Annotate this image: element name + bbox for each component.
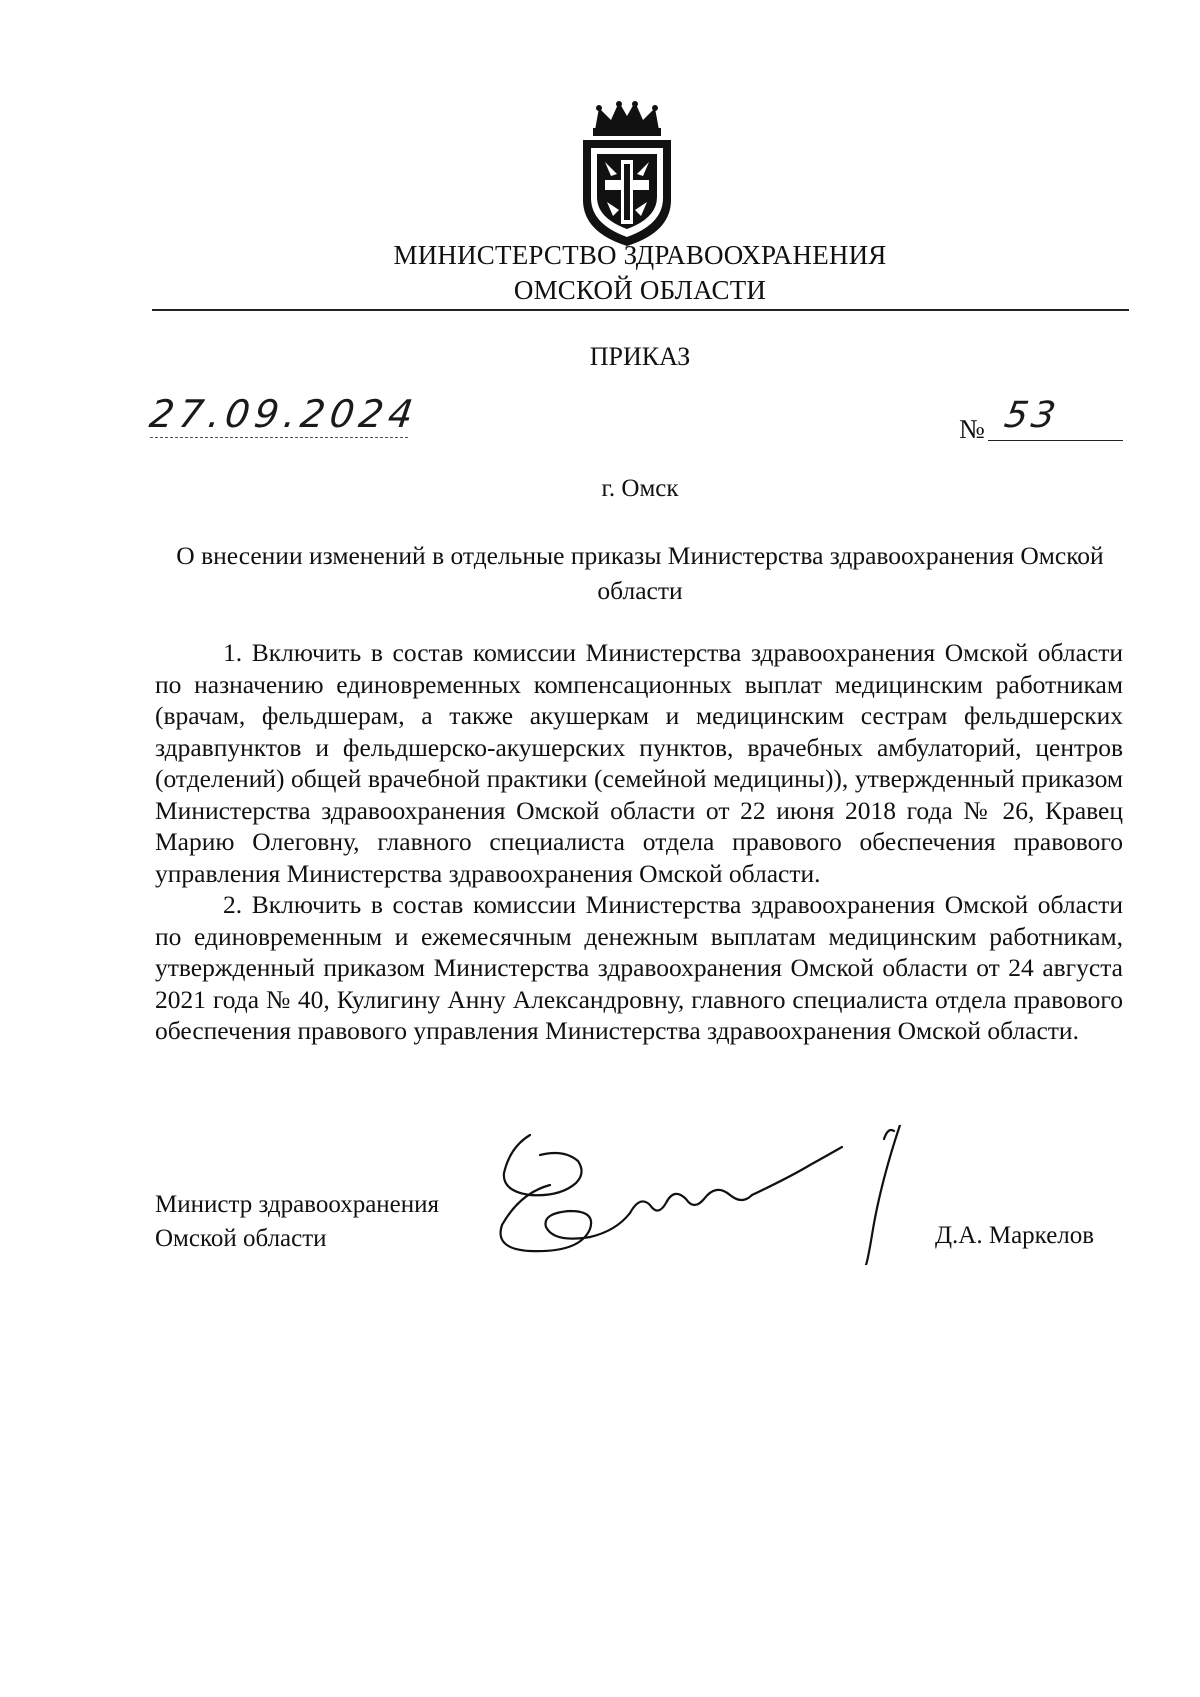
header-divider [152,309,1129,311]
paragraph-1: 1. Включить в состав комиссии Министерства здравоохранения Омской области по назначению единовременных компенсационных выплат медицинским работникам (врачам, фельдшерам, а также акушеркам и медицинским сестрам фельдшерских здравпунктов и фельдшерско-акушерских пунктов, врачебных амбулаторий, центров (отделений) общей врачебной практики (семейной медицины)), утвержденный приказом Министерства здравоохранения Омской области от 22 июня 2018 года № 26, Кравец Марию Олеговну, главного специалиста отдела правового обеспечения правового управления Министерства здравоохранения Омской области. [155,638,1123,888]
document-number-label: № [959,414,985,444]
signatory-name: Д.А. Маркелов [935,1222,1095,1249]
ministry-name-line2: ОМСКОЙ ОБЛАСТИ [513,275,767,305]
signatory-title-line2: Омской области [155,1225,327,1252]
signatory-title-line1: Министр здравоохранения [155,1191,440,1218]
number-underline [988,440,1123,441]
ministry-name-line1: МИНИСТЕРСТВО ЗДРАВООХРАНЕНИЯ [393,240,887,270]
document-subject: О внесении изменений в отдельные приказы Министерства здравоохранения Омской области [176,541,1104,605]
document-number: 53 [1001,395,1063,436]
omsk-coat-of-arms-icon [577,100,677,248]
handwritten-signature [490,1125,930,1265]
date-underline [150,437,408,439]
paragraph-2: 2. Включить в состав комиссии Министерства здравоохранения Омской области по единовременным и ежемесячным денежным выплатам медицинским работникам, утвержденный приказом Министерства здравоохранения Омской области от 24 августа 2021 года № 40, Кулигину Анну Александровну, главного специалиста отдела правового обеспечения правового управления Министерства здравоохранения Омской области. [155,890,1123,1045]
document-date: 27.09.2024 [146,392,421,436]
document-type: ПРИКАЗ [589,342,691,371]
document-body [155,637,1123,1047]
signatory-title [155,1188,439,1256]
document-city: г. Омск [601,475,679,502]
